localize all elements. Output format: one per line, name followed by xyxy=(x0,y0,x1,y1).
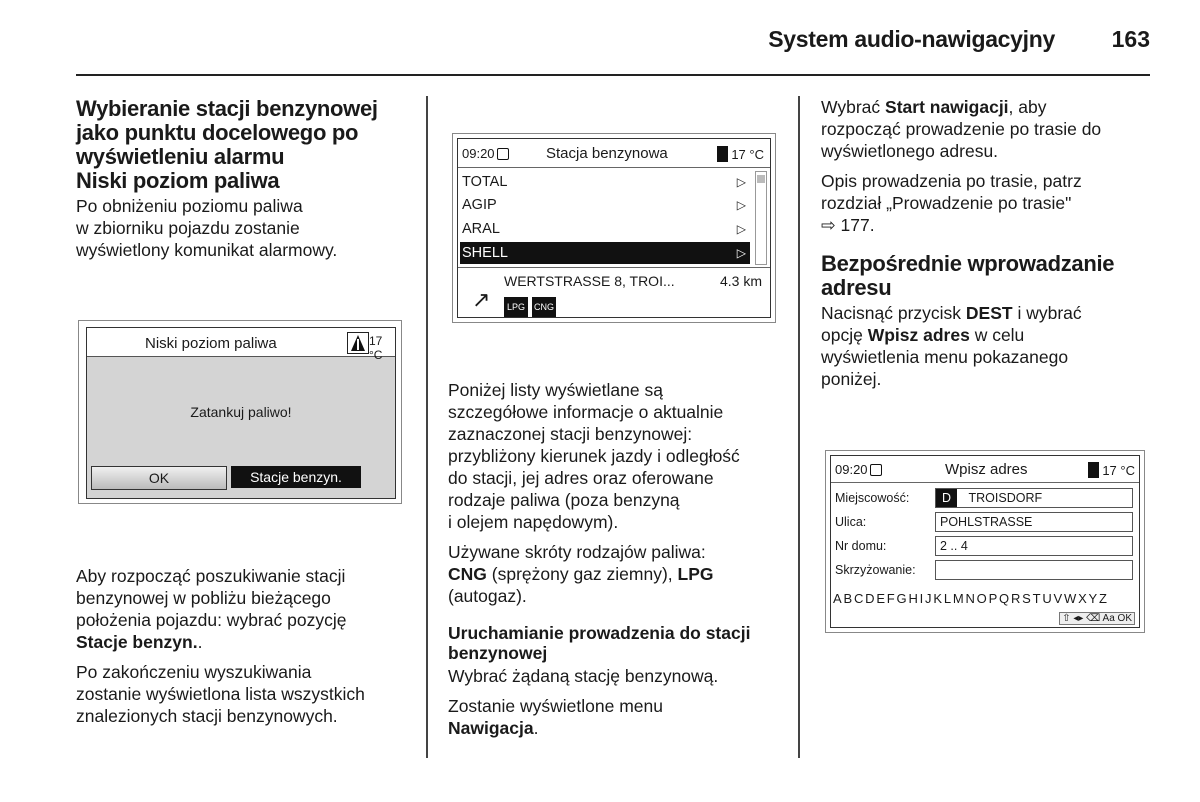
column-2 xyxy=(448,379,788,739)
temperature: 17 °C xyxy=(1088,462,1135,478)
city-field[interactable]: D TROISDORF xyxy=(935,488,1133,508)
list-item[interactable]: AGIP ▷ xyxy=(460,194,750,216)
select-station-paragraph: Wybrać żądaną stację benzynową. xyxy=(448,666,719,686)
crossing-field[interactable] xyxy=(935,560,1133,580)
scrollbar[interactable] xyxy=(755,171,767,265)
field-label: Ulica: xyxy=(835,515,867,529)
field-label: Miejscowość: xyxy=(835,491,910,505)
screen-title: Stacja benzynowa xyxy=(546,145,668,162)
running-header-title: System audio-nawigacyjny xyxy=(768,26,1055,52)
thermometer-icon xyxy=(1088,462,1099,478)
column-1-lower xyxy=(76,565,416,727)
fuel-abbrev-paragraph: Używane skróty rodzajów paliwa: CNG (sprężony gaz ziemny), LPG (autogaz). xyxy=(448,542,714,606)
subheading: Uruchamianie prowadzenia do stacji benzynowej xyxy=(448,623,751,663)
screen-low-fuel xyxy=(78,320,402,504)
column-1 xyxy=(76,97,416,261)
clock-icon xyxy=(870,464,882,476)
fuel-badge-cng: CNG xyxy=(532,297,556,317)
clock: 09:20 xyxy=(462,146,509,161)
station-distance: 4.3 km xyxy=(719,273,762,289)
street-field[interactable]: POHLSTRASSE xyxy=(935,512,1133,532)
list-item-selected[interactable]: SHELL ▷ xyxy=(460,242,750,264)
fuel-badge-lpg: LPG xyxy=(504,297,528,317)
list-item[interactable]: ARAL ▷ xyxy=(460,218,750,240)
temperature: 17 °C xyxy=(369,334,383,362)
column-divider xyxy=(798,96,800,758)
screen-enter-address xyxy=(825,450,1145,633)
details-paragraph: Poniżej listy wyświetlane są szczegółowe informacje o aktualnie zaznaczonej stacji benzynowej: przybliżony kierunek jazdy i odległość do stacji, jej adres oraz oferowane rodzaje paliwa (poza benzyną i olejem napędowym). xyxy=(448,380,740,532)
country-code: D xyxy=(936,489,957,507)
chevron-right-icon: ▷ xyxy=(736,198,746,212)
guidance-ref-paragraph: Opis prowadzenia po trasie, patrz rozdział „Prowadzenie po trasie" ⇨ 177. xyxy=(821,171,1082,235)
clock-icon xyxy=(497,148,509,160)
section-heading: Bezpośrednie wprowadzanie adresu xyxy=(821,251,1115,300)
alert-message: Zatankuj paliwo! xyxy=(190,404,292,420)
chevron-right-icon: ▷ xyxy=(736,246,746,260)
chevron-right-icon: ▷ xyxy=(736,222,746,236)
house-number-field[interactable]: 2 .. 4 xyxy=(935,536,1133,556)
station-address: WERTSTRASSE 8, TROI... xyxy=(504,273,675,289)
chevron-right-icon: ▷ xyxy=(736,175,746,189)
warning-icon xyxy=(347,332,369,354)
search-paragraph: Aby rozpocząć poszukiwanie stacji benzynowej w pobliżu bieżącego położenia pojazdu: wybrać pozycję Stacje benzyn.. xyxy=(76,566,347,652)
screen-station-list xyxy=(452,133,776,323)
header-rule xyxy=(76,74,1150,76)
result-paragraph: Po zakończeniu wyszukiwania zostanie wyświetlona lista wszystkich znalezionych stacji benzynowych. xyxy=(76,662,365,726)
thermometer-icon xyxy=(717,146,728,162)
start-nav-paragraph: Wybrać Start nawigacji, aby rozpocząć prowadzenie po trasie do wyświetlonego adresu. xyxy=(821,97,1102,161)
menu-paragraph: Zostanie wyświetlone menu Nawigacja. xyxy=(448,696,663,738)
page-ref-icon: ⇨ xyxy=(821,215,836,235)
stations-button[interactable]: Stacje benzyn. xyxy=(231,466,361,488)
temperature: 17 °C xyxy=(717,146,764,162)
field-label: Nr domu: xyxy=(835,539,887,553)
direct-entry-paragraph: Nacisnąć przycisk DEST i wybrać opcję Wpisz adres w celu wyświetlenia menu pokazanego poniżej. xyxy=(821,303,1082,389)
keyboard-controls[interactable]: ⇧ ◂▸ ⌫ Aa OK xyxy=(1059,612,1135,625)
page-number: 163 xyxy=(1111,26,1150,52)
field-label: Skrzyżowanie: xyxy=(835,563,916,577)
intro-paragraph: Po obniżeniu poziomu paliwa w zbiorniku pojazdu zostanie wyświetlony komunikat alarmowy. xyxy=(76,196,338,260)
clock: 09:20 xyxy=(835,462,882,477)
column-divider xyxy=(426,96,428,758)
ok-button[interactable]: OK xyxy=(91,466,227,490)
screen-title: Wpisz adres xyxy=(945,461,1028,478)
screen-title: Niski poziom paliwa xyxy=(145,335,277,352)
list-item[interactable]: TOTAL ▷ xyxy=(460,171,750,193)
direction-arrow-icon: ↗ xyxy=(472,287,491,312)
letter-keyboard[interactable]: ABCDEFGHIJKLMNOPQRSTUVWXYZ xyxy=(833,591,1109,606)
section-heading: Wybieranie stacji benzynowej jako punktu docelowego po wyświetleniu alarmu Niski poziom paliwa xyxy=(76,96,378,193)
column-3 xyxy=(821,96,1151,390)
